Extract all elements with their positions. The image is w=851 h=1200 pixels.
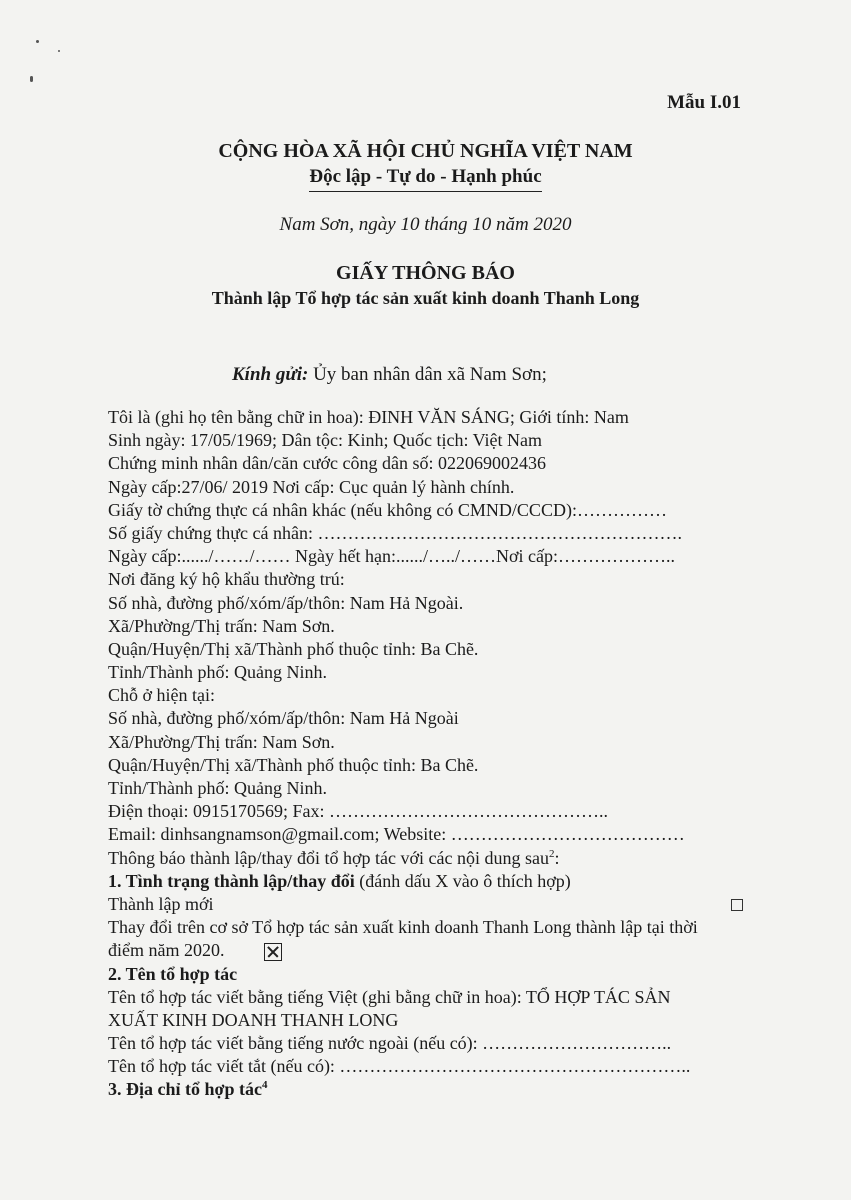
section-3-heading: 3. Địa chỉ tổ hợp tác [108,1079,262,1100]
option-new-label: Thành lập mới [108,893,214,914]
short-name-line: Tên tổ hợp tác viết tắt (nếu có): ………………………………………………….. [108,1056,691,1077]
section-2-heading: 2. Tên tổ hợp tác [108,963,238,984]
option-new-checkbox[interactable] [731,899,743,911]
info-line: Tỉnh/Thành phố: Quảng Ninh. [108,662,327,683]
info-line: Ngày cấp:27/06/ 2019 Nơi cấp: Cục quản lý hành chính. [108,476,515,497]
personal-info [108,406,758,847]
place-date: Nam Sơn, ngày 10 tháng 10 năm 2020 [279,214,572,235]
info-line: Chứng minh nhân dân/căn cước công dân số: 022069002436 [108,453,546,474]
scan-speck [36,40,39,43]
option-change-label-2: điểm năm 2020. [108,940,225,961]
document-subtitle: Thành lập Tổ hợp tác sản xuất kinh doanh Thanh Long [211,288,640,308]
info-line: Email: dinhsangnamson@gmail.com; Website: ………………………………… [108,824,685,845]
recipient-label: Kính gửi: [232,364,309,385]
foreign-name-line: Tên tổ hợp tác viết bằng tiếng nước ngoài (nếu có): ………………………….. [108,1033,672,1054]
form-body [108,406,758,1102]
option-change-row-2 [108,939,758,962]
info-line: Số nhà, đường phố/xóm/ấp/thôn: Nam Hả Ngoài. [108,592,464,613]
country-name: CỘNG HÒA XÃ HỘI CHỦ NGHĨA VIỆT NAM [218,140,633,162]
scan-speck [58,50,60,52]
recipient [232,364,547,386]
recipient-value: Ủy ban nhân dân xã Nam Sơn; [313,364,547,385]
info-line: Xã/Phường/Thị trấn: Nam Sơn. [108,615,335,636]
section-1-heading-row [108,870,758,893]
info-line: Chỗ ở hiện tại: [108,685,216,706]
option-change-label-1: Thay đổi trên cơ sở Tổ hợp tác sản xuất kinh doanh Thanh Long thành lập tại thời [108,917,698,938]
vn-name-line-2: XUẤT KINH DOANH THANH LONG [108,1009,399,1030]
option-change-row [108,916,758,939]
document-title: GIẤY THÔNG BÁO [336,262,515,284]
info-line: Quận/Huyện/Thị xã/Thành phố thuộc tỉnh: Ba Chẽ. [108,754,479,775]
section-3-heading-row [108,1078,758,1101]
info-line: Tỉnh/Thành phố: Quảng Ninh. [108,778,327,798]
info-line: Xã/Phường/Thị trấn: Nam Sơn. [108,731,335,752]
notice-intro: Thông báo thành lập/thay đổi tổ hợp tác với các nội dung sau$^2$: [108,847,560,868]
footnote-ref: 2 [548,847,555,860]
notice-intro-text: Thông báo thành lập/thay đổi tổ hợp tác với các nội dung sau [108,847,549,868]
form-code: Mẫu I.01 [667,92,741,113]
info-line: Giấy tờ chứng thực cá nhân khác (nếu không có CMND/CCCD):…………… [108,499,667,520]
info-line: Số giấy chứng thực cá nhân: ……………………………………………………. [108,522,682,543]
info-line: Nơi đăng ký hộ khẩu thường trú: [108,569,345,590]
info-line: Sinh ngày: 17/05/1969; Dân tộc: Kinh; Quốc tịch: Việt Nam [108,430,543,451]
info-line: Điện thoại: 0915170569; Fax: ……………………………………….. [108,801,608,822]
info-line: Số nhà, đường phố/xóm/ấp/thôn: Nam Hả Ngoài [108,708,459,729]
section-1-hint: (đánh dấu X vào ô thích hợp) [354,870,571,891]
section-1-heading: 1. Tình trạng thành lập/thay đổi [108,870,355,891]
motto-text: Độc lập - Tự do - Hạnh phúc [309,166,541,192]
scan-speck [30,76,33,82]
option-new-row [108,893,758,916]
info-line: Ngày cấp:....../……/…… Ngày hết hạn:....../…../……Nơi cấp:……………….. [108,546,675,567]
vn-name-line-1: Tên tổ hợp tác viết bằng tiếng Việt (ghi bằng chữ in hoa): TỔ HỢP TÁC SẢN [108,986,671,1007]
footnote-ref: 4 [261,1079,268,1092]
info-line: Tôi là (ghi họ tên bằng chữ in hoa): ĐINH VĂN SÁNG; Giới tính: Nam [108,407,629,427]
option-change-checkbox[interactable] [264,943,282,961]
info-line: Quận/Huyện/Thị xã/Thành phố thuộc tỉnh: Ba Chẽ. [108,638,479,659]
motto [0,166,851,192]
